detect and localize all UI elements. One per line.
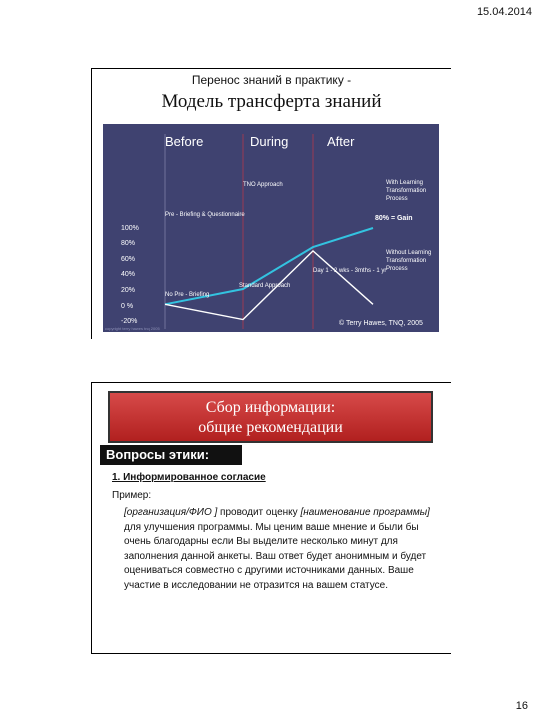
banner-line-1: Сбор информации: [205,399,336,416]
annotation-pre-briefing-text: Pre - Briefing & Questionnaire [165,212,245,218]
chart-svg [103,124,439,355]
body-text-part: для улучшения программы. Мы ценим ваше мнение и были бы очень благодарны если Вы выделите несколько минут для заполнения данной анкеты. Ваш ответ будет анонимным и будет оцениваться совместно с другими источниками данных. Ваше участие в исследовании не отразится на вашем статусе. [124,521,427,591]
y-tick-label: -20% [121,318,138,325]
legend-without-process: Without Learning Transformation Process [386,250,432,272]
ethics-label: Вопросы этики: [100,445,242,465]
page-number: 16 [515,700,528,712]
banner-line-2: общие рекомендации [198,419,343,436]
y-tick-label: 60% [121,256,136,263]
y-tick-label: 0 % [121,303,134,310]
annotation-standard: Standard Approach [239,283,291,289]
slide-title: Модель трансферта знаний [161,91,382,112]
phase-label: After [327,134,355,149]
annotation-day: Day 1 - 2 wks - 3mths - 1 yr [313,268,387,274]
copyright-text: © Terry Hawes, TNQ, 2005 [339,320,423,327]
y-tick-label: 80% [121,240,136,247]
slide-knowledge-transfer [91,68,451,355]
phase-label: During [250,134,289,149]
transfer-chart [103,124,439,355]
phase-label: Before [165,134,204,149]
annotation-gain: 80% = Gain [375,215,413,222]
consent-example-text [124,506,446,593]
y-tick-label: -60% [121,348,138,355]
body-text-part: проводит оценку [217,507,301,518]
slide-subtitle: Перенос знаний в практику - [191,73,352,87]
slide-data-collection [91,382,451,654]
y-tick-label: 100% [121,225,139,232]
annotation-tno: TNO Approach [243,182,283,188]
legend-with-process: With Learning Transformation Process [386,180,427,202]
org-placeholder: [организация/ФИО ] [124,507,218,518]
annotation-pre-briefing [165,212,245,218]
program-placeholder: [наименование программы] [300,507,430,518]
y-tick-label: 20% [121,287,136,294]
consent-heading: 1. Информированное согласие [112,472,266,483]
example-label: Пример: [112,490,152,501]
small-print: copyright terry hawes tnq 2005 [105,326,160,331]
slide-banner [108,391,433,443]
y-tick-label: -40% [121,333,138,340]
annotation-no-pre: No Pre - Briefing [165,292,210,298]
date-header: 15.04.2014 [476,6,532,18]
y-tick-label: 40% [121,271,136,278]
